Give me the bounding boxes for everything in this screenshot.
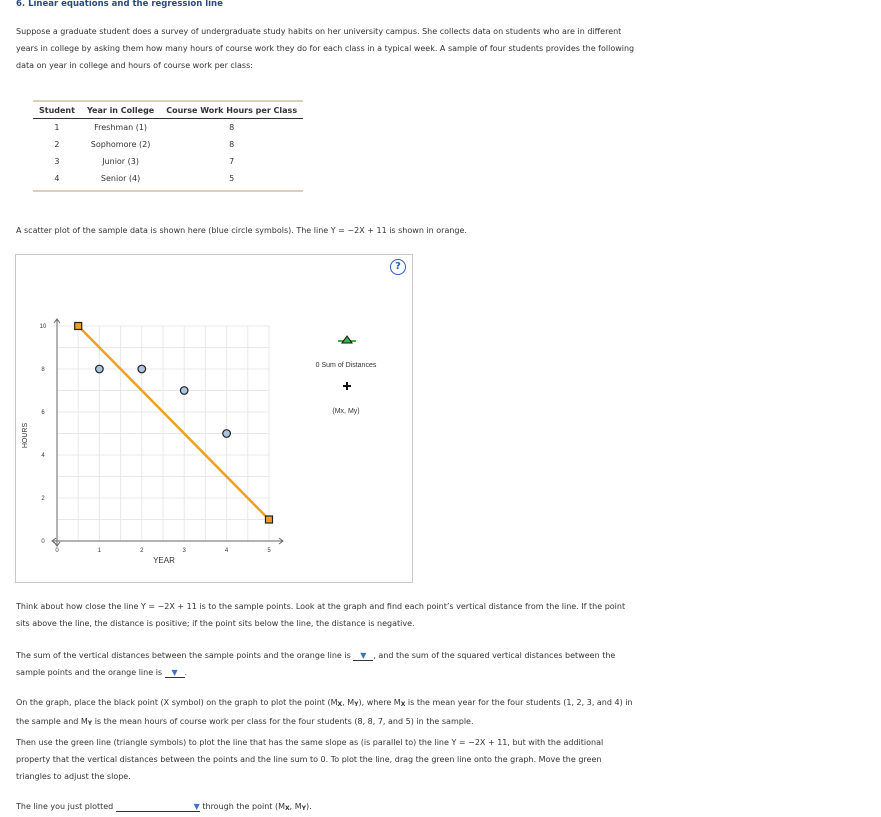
scatter-caption: A scatter plot of the sample data is shown here (blue circle symbols). The line Y = −2X + 11 is shown in orange.	[16, 226, 467, 235]
final-question	[16, 798, 636, 817]
question-sum	[16, 647, 636, 681]
data-point	[223, 430, 231, 438]
orange-line-handle[interactable]	[266, 516, 273, 523]
chart-axes	[52, 319, 283, 546]
orange-line-group[interactable]	[75, 323, 273, 524]
help-icon[interactable]: ?	[390, 259, 406, 275]
final-text: The line you just plotted	[16, 802, 114, 811]
x-tick-label: 4	[224, 548, 229, 554]
scatter-chart[interactable]	[15, 254, 411, 581]
table-cell: 8	[229, 140, 235, 149]
table-cell: Freshman (1)	[94, 123, 148, 132]
y-tick-label: 6	[41, 410, 45, 416]
table-cell: 4	[33, 170, 81, 191]
table-row	[33, 119, 303, 137]
table-cell: Junior (3)	[102, 157, 139, 166]
table-header: Course Work Hours per Class	[160, 101, 303, 119]
table-header: Student	[33, 101, 81, 119]
mean-point-label: (Mx, My)	[332, 408, 360, 415]
table-cell: 5	[160, 170, 303, 191]
y-axis-label: HOURS	[22, 422, 29, 449]
sum-squared-dropdown[interactable]: ▼	[165, 668, 185, 678]
table-row	[33, 136, 303, 153]
green-triangle-icon[interactable]	[342, 336, 352, 343]
table-cell: Senior (4)	[81, 170, 160, 191]
x-tick-label: 1	[97, 548, 102, 554]
data-point	[138, 365, 146, 373]
table-row	[33, 170, 303, 191]
table-cell: 3	[54, 157, 60, 166]
line-relation-dropdown[interactable]: ▼	[116, 802, 200, 812]
data-point	[180, 387, 188, 395]
place-point-text: On the graph, place the black point (X symbol) on the graph to plot the point (MX, MY), where MX is the mean year for the four students (1, 2, 3, and 4) in the sample and MY is the mean hours of course work per class for the four students (8, 8, 7, and 5) in the sample.	[16, 698, 633, 727]
intro-text: Suppose a graduate student does a survey of undergraduate study habits on her university campus. She collects data on students who are in different years in college by asking them how many hours of course work they do for each class in a typical week. A sample of four students provides the following data on year in college and hours of course work per class:	[16, 27, 635, 70]
x-tick-label: 0	[55, 548, 59, 554]
green-line-text: Then use the green line (triangle symbols) to plot the line that has the same slope as (is parallel to) the line Y = −2X + 11, but with the additional property that the vertical distances between the points and the line sum to 0. To plot the line, drag the green line onto the graph. Move the green triangles to adjust the slope.	[16, 738, 604, 781]
final-text: through the point (MX, MY).	[202, 802, 312, 812]
x-tick-label: 3	[182, 548, 186, 554]
orange-line[interactable]	[78, 326, 269, 520]
data-table	[33, 100, 303, 192]
chart-grid	[57, 326, 269, 541]
q1-text: .	[184, 668, 188, 677]
table-header: Year in College	[81, 101, 160, 119]
palette	[316, 336, 377, 415]
y-tick-label: 0	[41, 539, 45, 545]
q1-text: , and the sum of the squared vertical distances between the	[373, 651, 616, 660]
table-cell: Sophomore (2)	[90, 140, 151, 149]
y-tick-label: 4	[41, 453, 45, 459]
y-tick-label: 2	[41, 496, 45, 502]
table-cell: 1	[54, 123, 60, 132]
y-tick-label: 10	[39, 324, 47, 330]
q1-text: The sum of the vertical distances between the sample points and the orange line is	[16, 651, 351, 660]
x-axis-label: YEAR	[153, 556, 175, 565]
sum-distances-dropdown[interactable]: ▼	[353, 651, 373, 661]
x-tick-label: 5	[267, 548, 271, 554]
orange-line-handle[interactable]	[75, 323, 82, 330]
plus-point-icon[interactable]	[343, 382, 351, 390]
think-text: Think about how close the line Y = −2X + 11 is to the sample points. Look at the graph and find each point’s vertical distance from the line. If the point sits above the line, the distance is positive; if the point sits below the line, the distance is negative.	[16, 602, 626, 628]
q1-text: sample points and the orange line is	[16, 668, 163, 677]
data-point	[96, 365, 104, 373]
y-tick-label: 8	[41, 367, 45, 373]
page-title: 6. Linear equations and the regression line	[16, 0, 223, 9]
table-cell: 8	[229, 123, 235, 132]
table-cell: 7	[229, 157, 235, 166]
x-tick-label: 2	[140, 548, 144, 554]
table-cell: 2	[54, 140, 60, 149]
table-row	[33, 153, 303, 170]
sum-of-distances-label: 0 Sum of Distances	[315, 362, 377, 369]
